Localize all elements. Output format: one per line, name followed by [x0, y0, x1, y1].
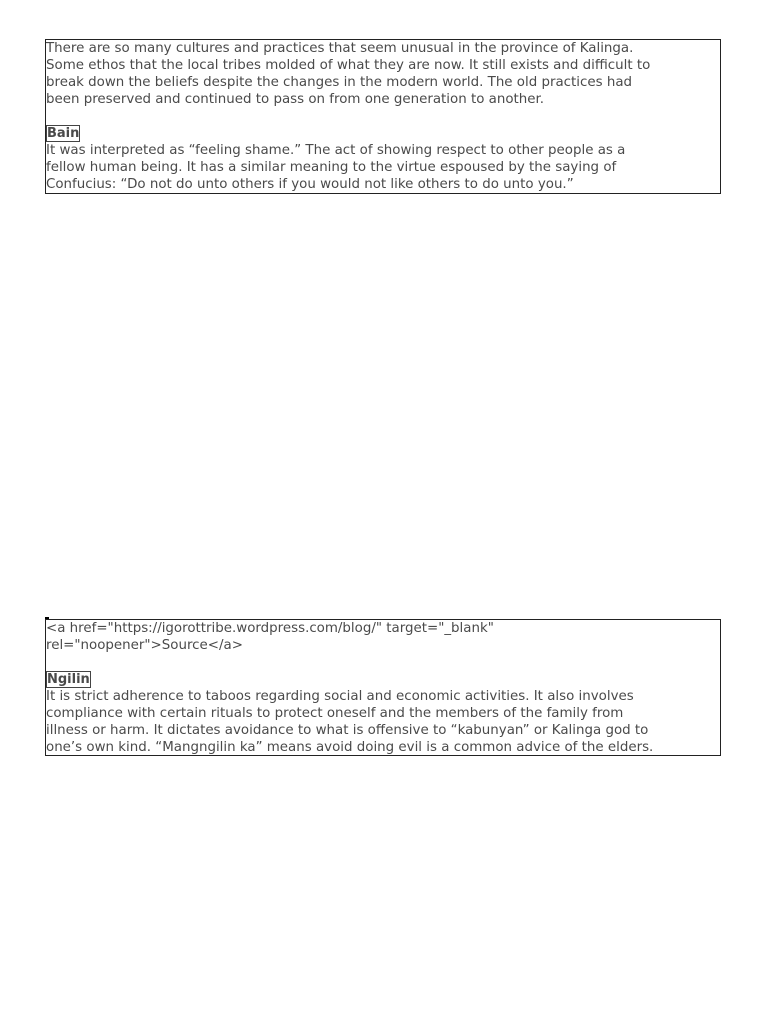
intro-line: break down the beliefs despite the changes in the modern world. The old practices had [46, 75, 633, 90]
intro-line: been preserved and continued to pass on from one generation to another. [46, 92, 545, 107]
heading-row [46, 671, 720, 688]
ngilin-line: one’s own kind. “Mangngilin ka” means avoid doing evil is a common advice of the elders. [46, 740, 654, 755]
ngilin-line: illness or harm. It dictates avoidance to what is offensive to “kabunyan” or Kalinga god to [46, 723, 649, 738]
heading-ngilin: Ngilin [47, 672, 90, 687]
ngilin-line: compliance with certain rituals to protect oneself and the members of the family from [46, 706, 624, 721]
intro-line: Some ethos that the local tribes molded of what they are now. It still exists and difficult to [46, 58, 651, 73]
heading-row [46, 125, 720, 142]
bain-line: Confucius: “Do not do unto others if you would not like others to do unto you.” [46, 177, 574, 192]
source-line: <a href="https://igorottribe.wordpress.com/blog/" target="_blank" [46, 621, 494, 636]
blank-line [46, 654, 720, 671]
source-line: rel="noopener">Source</a> [46, 638, 243, 653]
heading-bain: Bain [47, 126, 80, 141]
text-block-intro-bain [45, 39, 721, 194]
blank-line [46, 108, 720, 125]
bain-line: It was interpreted as “feeling shame.” The act of showing respect to other people as a [46, 143, 626, 158]
text-block-source-ngilin [45, 619, 721, 756]
intro-line: There are so many cultures and practices that seem unusual in the province of Kalinga. [46, 41, 634, 56]
bain-line: fellow human being. It has a similar meaning to the virtue espoused by the saying of [46, 160, 617, 175]
ngilin-line: It is strict adherence to taboos regarding social and economic activities. It also involves [46, 689, 634, 704]
